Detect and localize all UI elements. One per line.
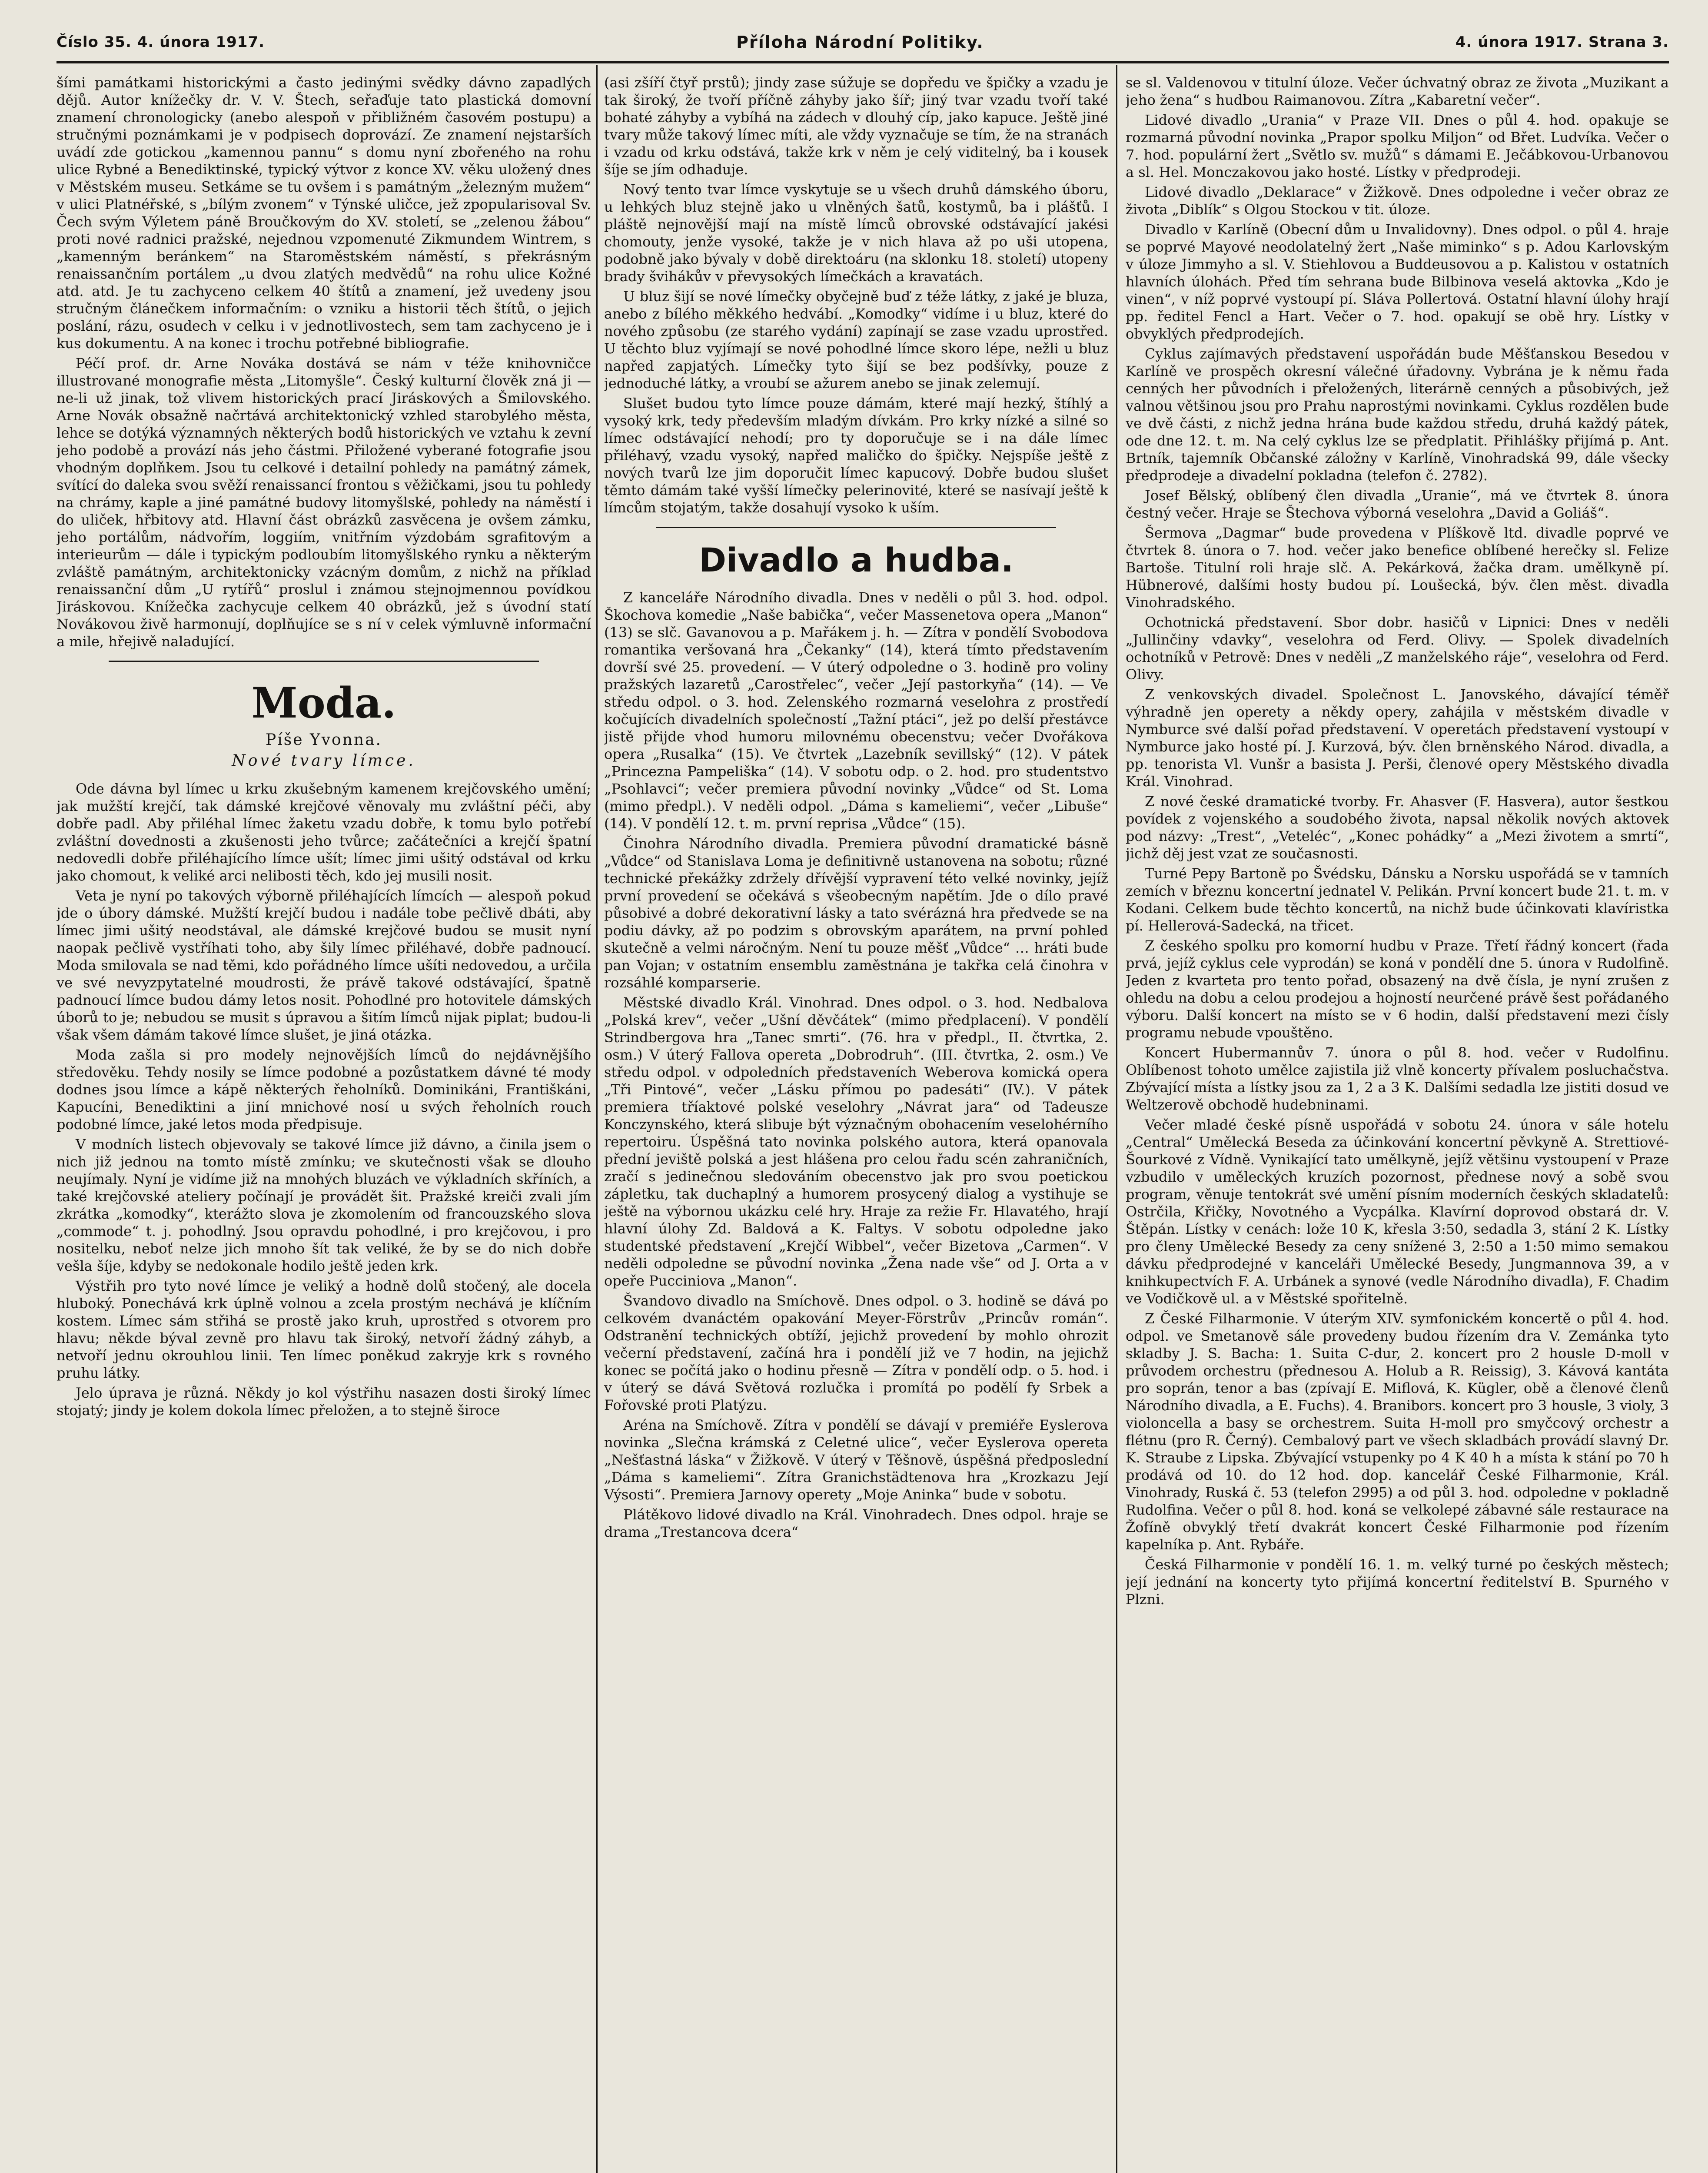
news-item: Lidové divadlo „Urania“ v Praze VII. Dnes o půl 4. hod. opakuje se rozmarná původní novinka „Prapor spolku Miljon“ od Břet. Ludvíka. Večer o 7. hod. populární žert „Světlo sv. mužů“ s dámami E. Ječábkovou-Urbanovou a sl. Hel. Monczakovou jako hosté. Lístky v předprodeji. [1126,112,1669,180]
supplement-title: Příloha Národní Politiky. [736,33,984,52]
news-item: Švandovo divadlo na Smíchově. Dnes odpol. o 3. hodině se dává po celkovém dvanáctém opakování Meyer-Förstrův „Princův román“. Odstranění technických obtíží, jejichž provedení by mohlo ohrozit večerní představení, začíná hra i pondělí již ve 7 hodin, na jejichž konec se počítá jako o hodinu přesně — Zítra v pondělí odp. o 5. hod. i v úterý se dává Světová rozlučka i promítá po podělí fy Srbek a Fořovské proti Platýzu. [604,1293,1108,1413]
news-item: Česká Filharmonie v pondělí 16. 1. m. velký turné po českých městech; její jednání na koncerty tyto přijímá koncertní ředitelství B. Spurného v Plzni. [1126,1556,1669,1608]
column-1 [56,74,591,2173]
article-paragraph: Péčí prof. dr. Arne Nováka dostává se nám v téže knihovničce illustrované monografie města „Litomyšle“. Český kulturní člověk zná ji — ne-li už jinak, tož vlivem historických prací Jiráskových a Šmilovského. Arne Novák obsažně načrtává architektonický vzhled starobylého města, lehce se dotýká významných některých bodů historických ve vztahu k zevní jeho podobě a provází nás jeho částmi. Přiložené vyberané fotografie jsou vhodným doplňkem. Jsou tu celkové i detailní pohledy na památný zámek, svítící do daleka svou svěží renaissancí frontou s věžičkami, jsou tu pohledy na chrámy, kaple a jiné památné budovy litomyšlské, pohledy na náměstí i do uliček, hřbitovy atd. Hlavní část obrázků zasvěcena je ovšem zámku, jeho portálům, nádvořím, loggiím, vnitřním výzdobám sgrafitovým a interieurům — dále i typickým podloubím litomyšlského rynku a některým zvláště památným, architektonicky vzácným domům, z nichž na příklad renaissanční dům „U rytířů“ proslul i známou stejnojmennou povídkou Jiráskovou. Knížečka zachycuje celkem 40 obrázků, jež s úvodní statí Novákovou živě harmonují, doplňujíce se s ní v celek výmluvně informační a mile, hřejivě naladující. [56,355,591,650]
article-paragraph: Výstřih pro tyto nové límce je veliký a hodně dolů stočený, ale docela hluboký. Ponechává krk úplně volnou a zcela prostým nechává je klíčním kostem. Límec sám střihá se prostě jako kruh, uprostřed s otvorem pro hlavu; někde býval zevně pro hlavu tak široký, netvoří žádný záhyb, a netvoří jednu okrouhlou linii. Ten límec poněkud zakryje krk s rovného pruhu látky. [56,1278,591,1381]
date-page-right: 4. února 1917. Strana 3. [1455,33,1669,51]
article-paragraph: Jelo úprava je různá. Někdy jo kol výstřihu nasazen dosti široký límec stojatý; jindy je kolem dokola límec přeložen, a to stejně široce [56,1385,591,1419]
column-divider [1116,65,1117,2173]
article-paragraph: Ode dávna byl límec u krku zkušebným kamenem krejčovského umění; jak mužští krejčí, tak dámské krejčové věnovaly mu zvláštní péči, aby dobře padl. Aby přiléhal límec žaketu vzadu dobře, k tomu bylo potřebí zvláštní dovednosti a zkušenosti jeho tvůrce; začátečníci a krejčí špatní nedovedli dobře přiléhajícího límce ušít; límec jimi ušitý odstával od krku jako chomout, k veliké arci nelibosti těch, kdo jej musili nosit. [56,781,591,884]
article-paragraph: Slušet budou tyto límce pouze dámám, které mají hezký, štíhlý a vysoký krk, tedy především mladým dívkám. Pro krky nízké a silné so límec odstávající nehodí; pro ty doporučuje se i na dále límec přiléhavý, vzadu vysoký, napřed maličko do špičky. Nejspíše ještě z nových tvarů lze jim doporučit límec kapucový. Dobře budou slušet těmto dámám také vyšší límečky pelerinovité, které se nasívají ještě k límcům stojatým, takže dosahují vysoko k uším. [604,395,1108,516]
news-item: Z nové české dramatické tvorby. Fr. Ahasver (F. Hasvera), autor šestkou povídek z vojenského a soudobého života, napsal několik nových aktovek pod názvy: „Trest“, „Veteléc“, „Konec pohádky“ a „Mezi životem a smrtí“, jichž děj jest vzat ze současnosti. [1126,793,1669,862]
article-paragraph: Veta je nyní po takových výborně přiléhajících límcích — alespoň pokud jde o úbory dámské. Mužští krejčí budou i nadále tobe pečlivě dbáti, aby límec jimi ušitý neodstával, ale dámské krejčové budou se musit nyní naopak pečlivě vystříhati toho, aby šily límec přiléhavé, dobře padnoucí. Moda smilovala se nad těmi, kdo pořádného límce ušíti nedovedou, a určila ve své nevyzpytatelné moudrosti, že právě takové odstávající, špatně padnoucí límce budou dámy letos nosit. Pohodlné pro hotovitele dámských úborů to je; nebudou se musit s úpravou a šitím límců nijak piplat; budou-li však všem dámám takové límce slušet, je jiná otázka. [56,887,591,1043]
article-paragraph: Moda zašla si pro modely nejnovějších límců do nejdávnějšího středověku. Tehdy nosily se límce podobné a pozůstatkem dávné té mody dodnes jsou límce a kápě některých řeholníků. Dominikáni, Františkáni, Kapucíni, Benediktini a jiní mnichové nosí u svých řeholních rouch podobné límce, jaké letos moda předpisuje. [56,1047,591,1133]
masthead [56,27,1669,57]
article-paragraph: V modních listech objevovaly se takové límce již dávno, a činila jsem o nich již jednou na tomto místě zmínku; ve skutečnosti však se dlouho neujímaly. Nyní je vidíme již na mnohých bluzách ve výkladních skříních, a také krejčovské ateliery počínají je provádět šit. Pražské kreiči zvali jím zkrátka „komodky“, kterážto slova je zkomolením od francouzského slova „commode“ t. j. pohodlný. Jsou opravdu pohodlné, i pro krejčovou, i pro nositelku, neboť nelze jich mnoho šít tak veliké, že by se do nich dobře vešla šíje, kdyby se nedokonale hodilo ještě jeden krk. [56,1136,591,1274]
article-subheading: Nové tvary límce. [232,752,416,770]
news-item: Koncert Hubermannův 7. února o půl 8. hod. večer v Rudolfinu. Oblíbenost tohoto umělce zajistila již vlně koncerty přívalem posluchačstva. Zbývající místa a lístky jsou za 1, 2 a 3 K. Dalšími sedadla lze jistiti dosud ve Weltzerově obchodě hudebninami. [1126,1044,1669,1113]
news-item: Z České Filharmonie. V úterým XIV. symfonickém koncertě o půl 4. hod. odpol. ve Smetanově sále provedeny budou řízením dra V. Zemánka tyto skladby J. S. Bacha: 1. Suita C-dur, 2. koncert pro 2 housle D-moll v průvodem orchestru (přednesou A. Holub a R. Reissig), 3. Kávová kantáta pro soprán, tenor a bas (zpívají E. Miflová, K. Kügler, obě a členové členů Národního divadla, a E. Fuchs). 4. Branibors. koncert pro 3 housle, 3 violy, 3 violoncella a basy se orchestrem. Suita H-moll pro smyčcový orchestr a flétnu (pro R. Černý). Cembalový part ve všech skladbách provádí slavný Dr. K. Straube z Lipska. Zbývající vstupenky po 4 K 40 h a místa k stání po 70 h prodává od 10. do 12 hod. dop. kancelář České Filharmonie, Král. Vinohrady, Ruská č. 53 (telefon 2995) a od půl 3. hod. odpoledne v pokladně Rudolfina. Večer o půl 8. hod. koná se velkolepé zábavné sále restaurace na Žofíně obvyklý třetí dvakrát koncert České Filharmonie pod řízením kapelníka p. Ant. Rybáře. [1126,1310,1669,1553]
article-paragraph: šími památkami historickými a často jedinými svědky dávno zapadlých dějů. Autor knížečky dr. V. V. Štech, seřaďuje tato plastická domovní znamení chronologicky (anebo alespoň v přibližném časovém postupu) a stručnými poznámkami je v podpisech doprovází. Ze znamení nejstarších uvádí zde gotickou „kamennou pannu“ s domu nyní zbořeného na rohu ulice Rybné a Benediktinské, typický výtvor z konce XV. věku uložený dnes v Městském museu. Setkáme se tu ovšem i s památným „železným mužem“ v ulici Platnéřské, s „bílým zvonem“ v Týnské uličce, jež zpopularisoval Sv. Čech svým Výletem páně Broučkovým do XV. století, se „zelenou žábou“ proti nové radnici pražské, nejednou vzpomenuté Zikmundem Wintrem, s „kamenným beránkem“ na Staroměstském náměstí, s překrásným renaissančním portálem „u dvou zlatých medvědů“ na rohu ulice Kožné atd. atd. Je tu zachyceno celkem 40 štítů a znamení, jež uvedeny jsou stručným článečkem informačním: o vzniku a historii těch štítů, o jejich poslání, rázu, osudech v celku i v jednotlivostech, sem tam zachyceno je i kus dokumentu. A na konec i trochu potřebné bibliografie. [56,74,591,352]
news-item: Večer mladé české písně uspořádá v sobotu 24. února v sále hotelu „Central“ Umělecká Beseda za účinkování koncertní pěvkyně A. Strettiové-Šourkové z Vídně. Vynikající tato umělkyně, jejíž většinu vystoupení v Praze vzbudilo v uměleckých kruzích pozornost, přednese nový a sobě svou program, věnuje tentokrát své umění písním moderních českých skladatelů: Ostrčila, Křičky, Novotného a Vycpálka. Klavírní doprovod obstará dr. V. Štěpán. Lístky v cenách: lože 10 K, křesla 3:50, sedadla 3, stání 2 K. Lístky pro členy Umělecké Besedy za ceny snížené 3, 2:50 a 1:50 mimo semakou dávku předprodejné v kanceláři Umělecké Besedy, Jungmannova 39, a v knihkupectvích F. A. Urbánek a synové (vedle Národního divadla), F. Chadim ve Vodičkově ul. a v Městské spořitelně. [1126,1116,1669,1307]
news-item: Josef Bělský, oblíbený člen divadla „Uranie“, má ve čtvrtek 8. února čestný večer. Hraje se Štechova výborná veselohra „David a Goliáš“. [1126,487,1669,521]
header-rule [56,61,1669,63]
issue-date-left: Číslo 35. 4. února 1917. [56,33,265,51]
column-divider [596,65,598,2173]
byline: Píše Yvonna. [265,731,382,749]
column-2 [604,74,1108,2173]
section-title-divadlo: Divadlo a hudba. [698,541,1014,579]
news-item: Aréna na Smíchově. Zítra v pondělí se dávají v premiéře Eyslerova novinka „Slečna krámská z Celetné ulice“, večer Eyslerova opereta „Nešťastná láska“ v Žižkově. V úterý v Těšnově, úspěšná předposlední „Dáma s kameliemi“. Zítra Granichstädtenova hra „Krozkazu Její Výsosti“. Premiera Jarnovy operety „Moje Aninka“ bude v sobotu. [604,1417,1108,1503]
news-item: Turné Pepy Bartoně po Švédsku, Dánsku a Norsku uspořádá se v tamních zemích v březnu koncertní jednatel V. Pelikán. První koncert bude 21. t. m. v Kodani. Celkem bude těchto koncertů, na nichž bude účinkovati klavíristka pí. Hellerová-Sadecká, na třicet. [1126,865,1669,934]
news-item: Šermova „Dagmar“ bude provedena v Plíškově ltd. divadle poprvé ve čtvrtek 8. února o 7. hod. večer jako benefice oblíbené herečky sl. Felize Bartoše. Titulní roli hraje slč. A. Pekárková, žačka dram. umělkyně pí. Hübnerové, dalšími hosty budou pí. Loušecká, býv. člen měst. divadla Vinohradského. [1126,525,1669,611]
column-3 [1126,74,1669,2173]
news-item: Ochotnická představení. Sbor dobr. hasičů v Lipnici: Dnes v neděli „Jullinčiny vdavky“, veselohra od Ferd. Olivy. — Spolek divadelních ochotníků v Petrově: Dnes v neděli „Z manželského ráje“, veselohra od Ferd. Olivy. [1126,614,1669,683]
news-item: Městské divadlo Král. Vinohrad. Dnes odpol. o 3. hod. Nedbalova „Polská krev“, večer „Ušní děvčátek“ (mimo předplacení). V pondělí Strindbergova hra „Tanec smrti“. (76. hra v předpl., II. čtvrtka, 2. osm.) V úterý Fallova opereta „Dobrodruh“. (III. čtvrtka, 2. osm.) Ve středu odpol. v odpoledních představeních Weberova komická opera „Tři Pintové“, večer „Lásku přímou po padesáti“ (IV.). V pátek premiera tříaktové polské veselohry „Návrat jara“ od Tadeusze Konczynského, která slibuje být význačným obohacením veselohérního repertoiru. Úspěšná tato novinka polského autora, která opanovala přední jeviště polská a jest hlášena pro celou řadu scén zahraničních, zračí s jedinečnou sledováním obecenstvo jak pro svou poetickou zápletku, tak duchaplný a humorem prosycený dialog a vystihuje se ještě na výbornou ukázku celé hry. Hraje za režie Fr. Hlavatého, hrají hlavní úlohy Zd. Baldová a K. Faltys. V sobotu odpoledne jako studentské představení „Krejčí Wibbel“, večer Bizetova „Carmen“. V neděli odpoledne se původní novinka „Žena nade vše“ od J. Orta a v opeře Pucciniova „Manon“. [604,994,1108,1289]
section-rule [109,661,539,662]
article-paragraph: (asi zšíří čtyř prstů); jindy zase súžuje se dopředu ve špičky a vzadu je tak široký, že tvoří příčně záhyby jako šíř; jiný tvar vzadu tvoří také bohaté záhyby a vybíhá na zádech v dlouhý cíp, jako kapuce. Ještě jiné tvary může takový límec míti, ale vždy vyznačuje se tím, že na stranách i vzadu od krku odstává, takže krk v něm je celý viditelný, ba i kousek šíje se jím odhaduje. [604,74,1108,178]
news-item: Činohra Národního divadla. Premiera původní dramatické básně „Vůdce“ od Stanislava Loma je definitivně ustanovena na sobotu; různé technické překážky zdržely dřívější vypravení této velké novinky, jejíž první provedení se očekává s všeobecným napětím. Jde o dílo pravé působivé a dobré dekorativní lásky a tato svérázná hra předvede se na podiu dávky, až po podzim s obrovským aparátem, na první pohled skutečně a velmi náročným. Není tu pouze měšť „Vůdce“ … hráti bude pan Vojan; v ostatním ensemblu zaměstnána je takřka celá činohra v rozsáhlé komparserie. [604,835,1108,991]
news-item: se sl. Valdenovou v titulní úloze. Večer úchvatný obraz ze života „Muzikant a jeho žena“ s hudbou Raimanovou. Zítra „Kabaretní večer“. [1126,74,1669,108]
news-item: Z kanceláře Národního divadla. Dnes v neděli o půl 3. hod. odpol. Škochova komedie „Naše babička“, večer Massenetova opera „Manon“ (13) se slč. Gavanovou a p. Mařákem j. h. — Zítra v pondělí Svobodova romantika veršovaná hra „Čekanky“ (14), která tímto představením dovrší své 25. provedení. — V úterý odpoledne o 3. hodině pro voliny pražských lazaretů „Carostřelec“, večer „Její pastorkyňa“ (14). — Ve středu odpol. o 3. hod. Zelenského rozmarná veselohra z prostředí kočujících divadelních společností „Tažní ptáci“, jež po delší přestávce jistě přijde vhod humoru milovnému obecenstvu; večer Dvořákova opera „Rusalka“ (15). Ve čtvrtek „Lazebník sevillský“ (12). V pátek „Princezna Pampeliška“ (14). V sobotu odp. o 2. hod. pro studentstvo „Psohlavci“; večer premiera původní novinky „Vůdce“ od St. Loma (mimo předpl.). V neděli odpol. „Dáma s kameliemi“, večer „Libuše“ (14). V pondělí 12. t. m. první reprisa „Vůdce“ (15). [604,589,1108,832]
news-item: Z venkovských divadel. Společnost L. Janovského, dávající téměř výhradně jen operety a někdy opery, zahájila v městském divadle v Nymburce své další pořad představení. V operetách představení vystoupí v Nymburce jako hosté pí. J. Kurzová, býv. člen brněnského Národ. divadla, a pp. tenorista Vl. Vunšr a basista J. Perši, členové opery Městského divadla Král. Vinohrad. [1126,686,1669,790]
article-paragraph: U bluz šijí se nové límečky obyčejně buď z téže látky, z jaké je bluza, anebo z bílého měkkého hedvábí. „Komodky“ vidíme i u bluz, které do nového způsobu (ze starého vydání) zapínají se zase vzadu uprostřed. U těchto bluz vyjímají se nové pohodlné límce skoro lépe, nežli u bluz napřed zapjatých. Límečky tyto šijí se bez podšívky, pouze z jednoduché látky, a vroubí se ažurem anebo se jinak zelemují. [604,288,1108,392]
news-item: Plátěkovo lidové divadlo na Král. Vinohradech. Dnes odpol. hraje se drama „Trestancova dcera“ [604,1506,1108,1540]
news-item: Z českého spolku pro komorní hudbu v Praze. Třetí řádný koncert (řada prvá, jejíž cyklus cele vyprodán) se koná v pondělí dne 5. února v Rudolfině. Jeden z kvarteta pro tento pořad, obsazený na dvě čísla, je nyní zrušen z ohledu na dobu a celou prodejou a hojností neurčené právě šest pořádaného výboru. Další koncert na místo se v 6 hodin, další představení mezi čísly programu nebude vpouštěno. [1126,937,1669,1041]
news-item: Cyklus zajímavých představení uspořádán bude Měšťanskou Besedou v Karlíně ve prospěch okresní válečné úřadovny. Vybrána je k němu řada cenných her původních i přeložených, literárně cenných a působivých, jež valnou většinou jsou pro Prahu naprostými novinkami. Cyklus rozdělen bude ve dvě části, z nichž jedna hrána bude každou středu, druhá každý pátek, ode dne 12. t. m. Na celý cyklus lze se předplatit. Přihlášky přijímá p. Ant. Brtník, tajemník Občanské záložny v Karlíně, Vinohradská 99, dále všecky předprodeje a divadelní pokladna (telefon č. 2782). [1126,346,1669,484]
news-item: Lidové divadlo „Deklarace“ v Žižkově. Dnes odpoledne i večer obraz ze života „Diblík“ s Olgou Stockou v tit. úloze. [1126,184,1669,218]
news-item: Divadlo v Karlíně (Obecní dům u Invalidovny). Dnes odpol. o půl 4. hraje se poprvé Mayové neodolatelný žert „Naše miminko“ s p. Adou Karlovským v úloze Jimmyho a sl. V. Stiehlovou a Buddeusovou a p. Kalistou v ostatních hlavních úlohách. Před tím sehrana bude Bilbinova veselá aktovka „Kdo je vinen“, v níž poprvé vystoupí pí. Sláva Pollertová. Ostatní hlavní úlohy hrají pp. ředitel Fencl a Hart. Večer o 7. hod. opakují se obě hry. Lístky v obvyklých předprodejích. [1126,221,1669,342]
section-rule [656,527,1056,528]
article-paragraph: Nový tento tvar límce vyskytuje se u všech druhů dámského úboru, u lehkých bluz stejně jako u vlněných šatů, kostymů, ba i plášťů. I pláště nejnovější mají na místě límců obrovské odstávající jakési chomouty, jenže vysoké, takže je v nich hlava až po uši utopena, podobně jako bývaly v době direktoáru (na sklonku 18. století) utopeny brady švihákův v převysokých límečkách a kravatách. [604,181,1108,285]
section-title-moda: Moda. [251,678,396,728]
